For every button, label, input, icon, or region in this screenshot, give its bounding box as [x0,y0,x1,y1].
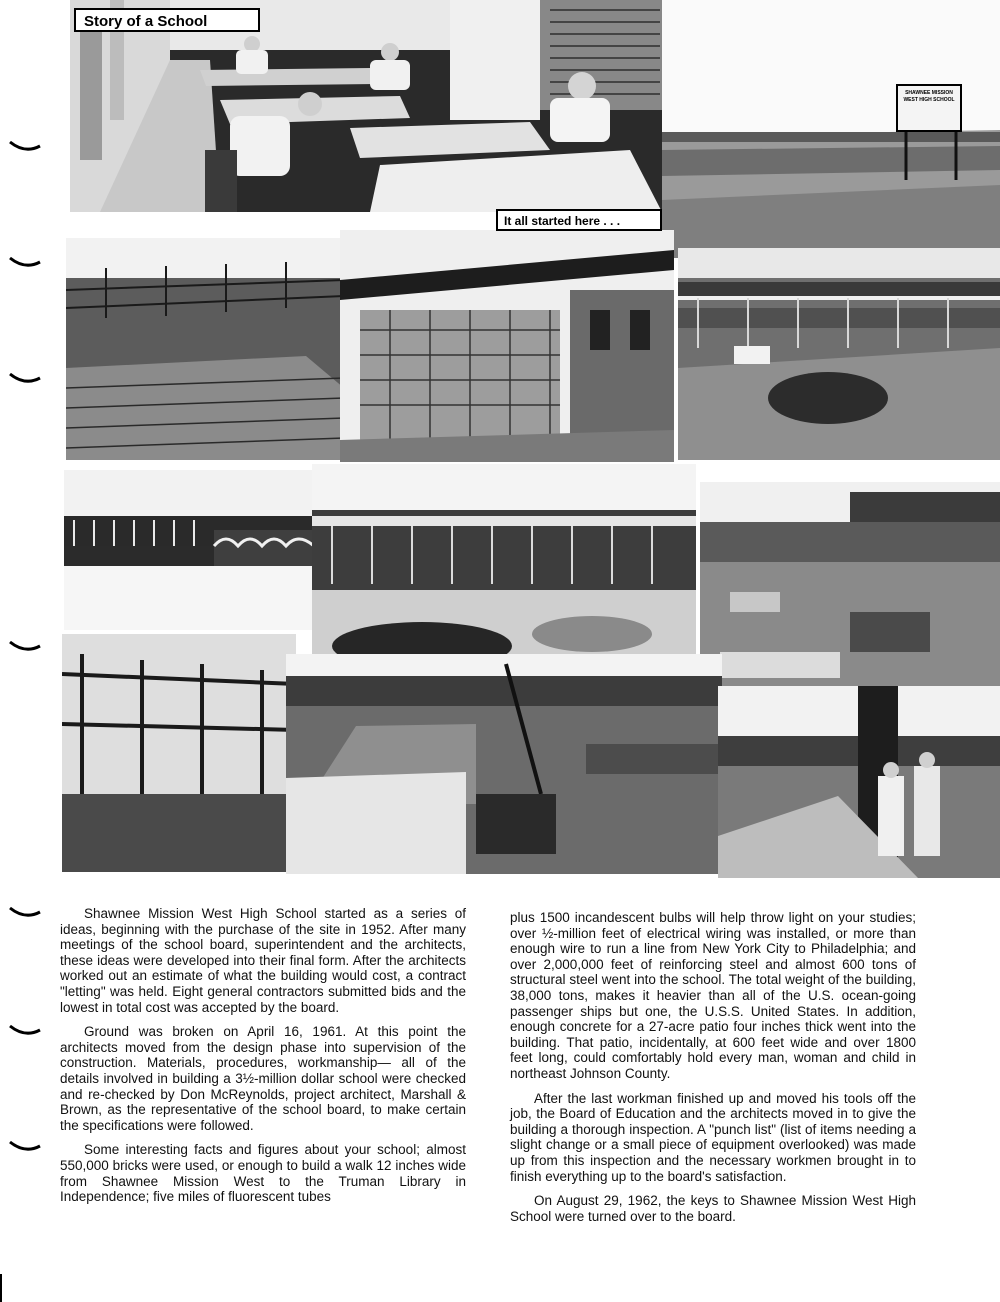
binder-hole-mark [8,372,42,386]
binder-hole-mark [8,1024,42,1038]
binder-hole-mark [8,256,42,270]
article-paragraph: plus 1500 incandescent bulbs will help throw light on your studies; over ½-million feet of electrical wiring was installed, or more than enough wire to run a line from New York City to Philadelphia; and over 2,000,000 feet of reinforcing steel and almost 600 tons of structural steel went into the school. The total weight of the building, 38,000 tons, makes it heavier than all of the U.S. ocean-going passenger ships but one, the U.S.S. United States. In addition, enough concrete for a 27-acre patio four inches thick went into the building. That patio, incidentally, at 600 feet wide and over 1800 feet long, could comfortably hold every man, woman and child in northeast Johnson County. [510,910,916,1081]
photo-caption: It all started here . . . [496,209,662,231]
page-edge-mark [0,1274,2,1302]
page-title: Story of a School [74,8,260,32]
photo-crane-roof-deck [286,654,722,874]
photo-steel-frame-left [66,238,344,460]
article-right-column [510,910,916,1224]
article-paragraph: Some interesting facts and figures about your school; almost 550,000 bricks were used, or enough to build a walk 12 inches wide from Shawnee Mission West to the Truman Library in Independence; five miles of fluorescent tubes [60,1142,466,1205]
article-paragraph: Shawnee Mission West High School started as a series of ideas, beginning with the purchase of the site in 1952. After many meetings of the school board, superintendent and the architects, these ideas were developed into their final form. After the architects worked out an estimate of what the building would cost, a contract "letting" was held. Eight general contractors submitted bids and the lowest in total cost was accepted by the board. [60,906,466,1015]
binder-hole-mark [8,140,42,154]
article-left-column [60,906,466,1205]
binder-hole-mark [8,1140,42,1154]
site-sign: SHAWNEE MISSION WEST HIGH SCHOOL [896,84,962,132]
binder-hole-mark [8,906,42,920]
photo-two-story-wing [678,248,1000,460]
photo-courtyard-excavation [312,464,696,680]
photo-inspection-walkway [718,686,1000,878]
photo-site-materials [700,482,1000,692]
article-paragraph: Ground was broken on April 16, 1961. At this point the architects moved from the design phase into supervision of the construction. Materials, procedures, workmanship— all of the details involved in building a 3½-million dollar school were checked and re-checked by Don McReynolds, project architect, Marshall & Brown, as the representative of the school board, to make certain the specifications were followed. [60,1024,466,1133]
photo-brick-wall-scaffolding [340,230,674,462]
binder-hole-mark [8,640,42,654]
article-paragraph: After the last workman finished up and moved his tools off the job, the Board of Education and the architects moved in to give the building a thorough inspection. A "punch list" (list of items needing a slight change or a small piece of equipment overlooked) was made up from this inspection and the necessary workmen brought in to finish everything up to the board's satisfaction. [510,1090,916,1184]
article-paragraph: On August 29, 1962, the keys to Shawnee Mission West High School were turned over to the board. [510,1193,916,1224]
photo-arched-wing [64,470,314,630]
photo-steel-skeleton-interior [62,634,296,872]
